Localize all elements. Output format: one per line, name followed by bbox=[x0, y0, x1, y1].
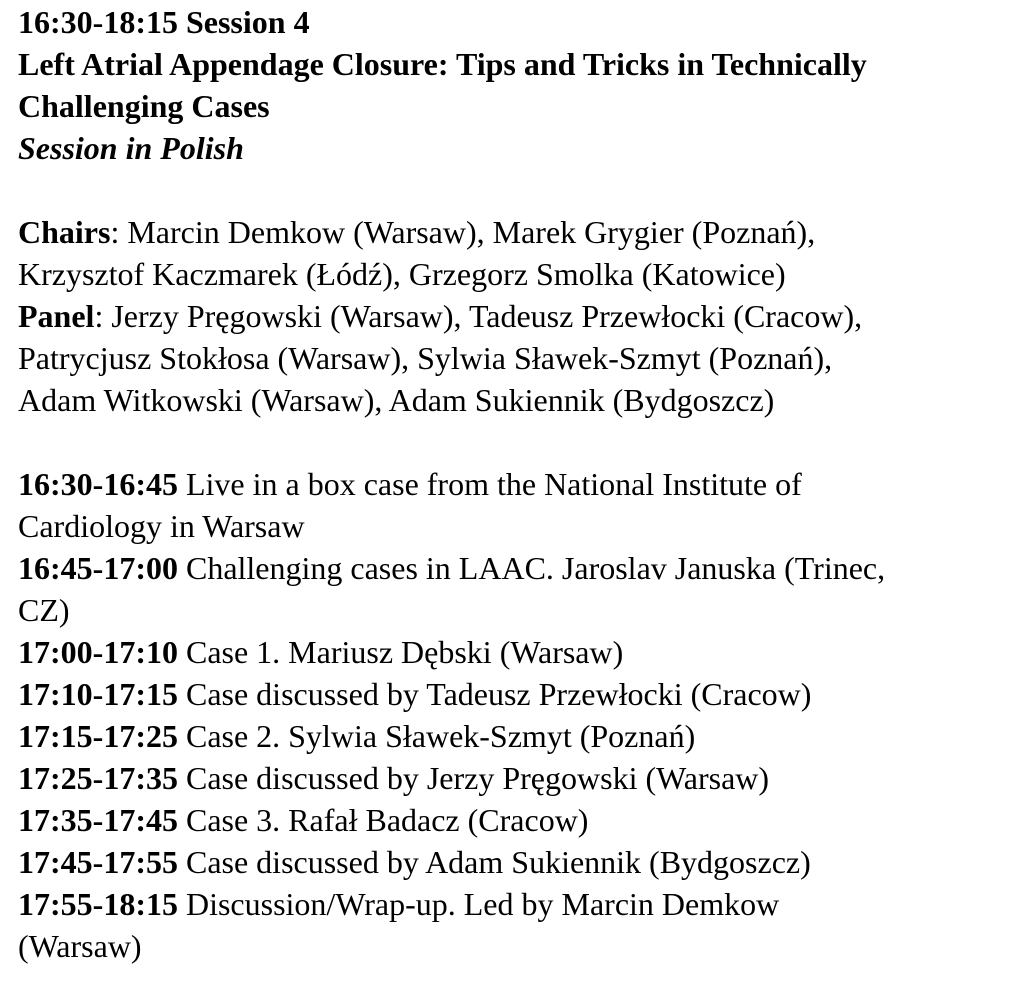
agenda-description-continuation: (Warsaw) bbox=[18, 928, 142, 964]
agenda-item bbox=[18, 883, 1018, 925]
agenda-time: 17:55-18:15 bbox=[18, 886, 178, 922]
agenda-description: Challenging cases in LAAC. Jaroslav Januska (Trinec, bbox=[177, 550, 886, 586]
agenda-item bbox=[18, 715, 1018, 757]
agenda-time: 17:45-17:55 bbox=[18, 844, 178, 880]
agenda-description: Case 2. Sylwia Sławek-Szmyt (Poznań) bbox=[177, 718, 696, 754]
agenda-description: Discussion/Wrap-up. Led by Marcin Demkow bbox=[177, 886, 780, 922]
agenda-description: Live in a box case from the National Institute of bbox=[177, 466, 802, 502]
agenda-item bbox=[18, 673, 1018, 715]
spacer bbox=[18, 421, 1018, 463]
agenda-time: 17:10-17:15 bbox=[18, 676, 178, 712]
session-title-line-1: Left Atrial Appendage Closure: Tips and Tricks in Technically bbox=[18, 46, 867, 82]
agenda-description-continuation: CZ) bbox=[18, 592, 70, 628]
agenda-item bbox=[18, 841, 1018, 883]
agenda-time: 16:45-17:00 bbox=[18, 550, 178, 586]
agenda-item bbox=[18, 547, 1018, 589]
agenda-description: Case discussed by Adam Sukiennik (Bydgoszcz) bbox=[177, 844, 811, 880]
chairs-line-1 bbox=[18, 211, 1018, 253]
agenda-description: Case discussed by Tadeusz Przewłocki (Cracow) bbox=[177, 676, 812, 712]
panel-line-2: Patrycjusz Stokłosa (Warsaw), Sylwia Sławek-Szmyt (Poznań), bbox=[18, 340, 833, 376]
spacer bbox=[18, 169, 1018, 211]
agenda-time: 17:15-17:25 bbox=[18, 718, 178, 754]
session-time-heading: 16:30-18:15 Session 4 bbox=[18, 4, 310, 40]
agenda-description: Case 1. Mariusz Dębski (Warsaw) bbox=[177, 634, 624, 670]
panel-label: Panel bbox=[18, 298, 95, 334]
agenda-item bbox=[18, 463, 1018, 505]
panel-line-3: Adam Witkowski (Warsaw), Adam Sukiennik (Bydgoszcz) bbox=[18, 382, 775, 418]
agenda-item bbox=[18, 631, 1018, 673]
panel-line-1 bbox=[18, 295, 1018, 337]
agenda-description-continuation: Cardiology in Warsaw bbox=[18, 508, 305, 544]
session-title-line-2: Challenging Cases bbox=[18, 88, 270, 124]
agenda-description: Case 3. Rafał Badacz (Cracow) bbox=[177, 802, 589, 838]
chairs-names-1: : Marcin Demkow (Warsaw), Marek Grygier (Poznań), bbox=[110, 214, 816, 250]
agenda-list bbox=[18, 463, 1018, 967]
panel-names-1: : Jerzy Pręgowski (Warsaw), Tadeusz Przewłocki (Cracow), bbox=[94, 298, 863, 334]
agenda-time: 17:00-17:10 bbox=[18, 634, 178, 670]
agenda-item bbox=[18, 799, 1018, 841]
agenda-time: 17:35-17:45 bbox=[18, 802, 178, 838]
agenda-description: Case discussed by Jerzy Pręgowski (Warsaw) bbox=[177, 760, 770, 796]
session-language: Session in Polish bbox=[18, 130, 244, 166]
agenda-time: 17:25-17:35 bbox=[18, 760, 178, 796]
chairs-line-2: Krzysztof Kaczmarek (Łódź), Grzegorz Smolka (Katowice) bbox=[18, 256, 786, 292]
session-document bbox=[18, 1, 1018, 967]
agenda-time: 16:30-16:45 bbox=[18, 466, 178, 502]
agenda-item bbox=[18, 757, 1018, 799]
chairs-label: Chairs bbox=[18, 214, 111, 250]
